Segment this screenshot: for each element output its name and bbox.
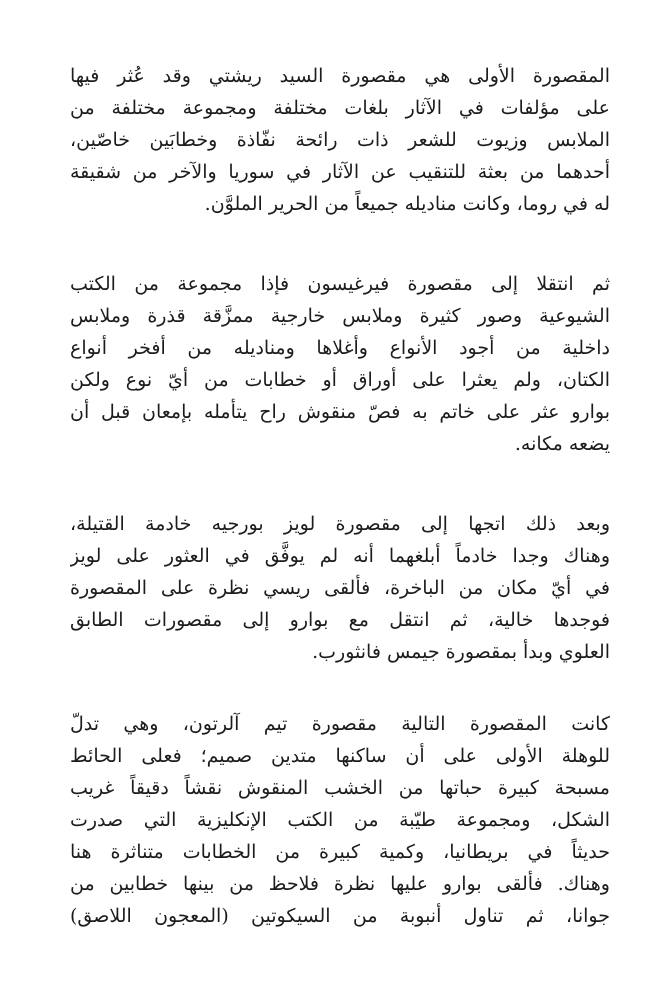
text-line: وهناك. فألقى بوارو عليها نظرة فلاحظ من بينها خطابين من <box>70 873 610 895</box>
text-line: يضعه مكانه. <box>514 433 610 455</box>
text-line: الملابس وزيوت للشعر ذات رائحة نفّاذة وخطابَين خاصّين، <box>70 129 610 151</box>
text-line: المقصورة الأولى هي مقصورة السيد ريشتي وقد عُثر فيها <box>70 65 610 87</box>
text-line: للوهلة الأولى على أن ساكنها متدين صميم؛ فعلى الحائط <box>70 745 610 767</box>
text-line: على مؤلفات في الآثار بلغات مختلفة ومجموعة مختلفة من <box>70 97 610 119</box>
text-line: الشكل، ومجموعة طيّبة من الكتب الإنكليزية التي صدرت <box>70 809 610 831</box>
paragraph-4 <box>70 708 610 932</box>
text-line: حديثاً في بريطانيا، وكمية كبيرة من الخطابات متناثرة هنا <box>70 841 610 863</box>
text-line: وهناك وجدا خادماً أبلغهما أنه لم يوفَّق في العثور على لويز <box>70 545 610 567</box>
text-line: العلوي وبدأ بمقصورة جيمس فانثورب. <box>312 641 610 663</box>
text-line: الشيوعية وصور كثيرة وملابس خارجية ممزَّقة قذرة وملابس <box>70 305 610 327</box>
text-line: أحدهما من بعثة للتنقيب عن الآثار في سوريا والآخر من شقيقة <box>70 161 610 183</box>
text-line: الكتان، ولم يعثرا على أوراق أو خطابات من أيّ نوع ولكن <box>70 369 610 391</box>
text-line: وبعد ذلك اتجها إلى مقصورة لويز بورجيه خادمة القتيلة، <box>70 513 610 535</box>
text-line: في أيّ مكان من الباخرة، فألقى ريسي نظرة على المقصورة <box>70 577 610 599</box>
paragraph-3 <box>70 508 610 668</box>
text-line: ثم انتقلا إلى مقصورة فيرغيسون فإذا مجموعة من الكتب <box>70 273 610 295</box>
text-line: فوجدها خالية، ثم انتقل مع بوارو إلى مقصورات الطابق <box>70 609 610 631</box>
text-line: جوانا، ثم تناول أنبوبة من السيكوتين (المعجون اللاصق) <box>70 905 610 927</box>
text-line: بوارو عثر على خاتم به فصّ منقوش راح يتأمله بإمعان قبل أن <box>70 401 610 423</box>
text-line: مسبحة كبيرة حباتها من الخشب المنقوش نقشاً دقيقاً غريب <box>70 777 610 799</box>
paragraph-1 <box>70 60 610 220</box>
text-line: كانت المقصورة التالية مقصورة تيم آلرتون، وهي تدلّ <box>70 713 610 735</box>
text-line: له في روما، وكانت مناديله جميعاً من الحرير الملوَّن. <box>204 193 610 215</box>
text-line: داخلية من أجود الأنواع وأغلاها ومناديله من أفخر أنواع <box>70 337 610 359</box>
paragraph-2 <box>70 268 610 460</box>
